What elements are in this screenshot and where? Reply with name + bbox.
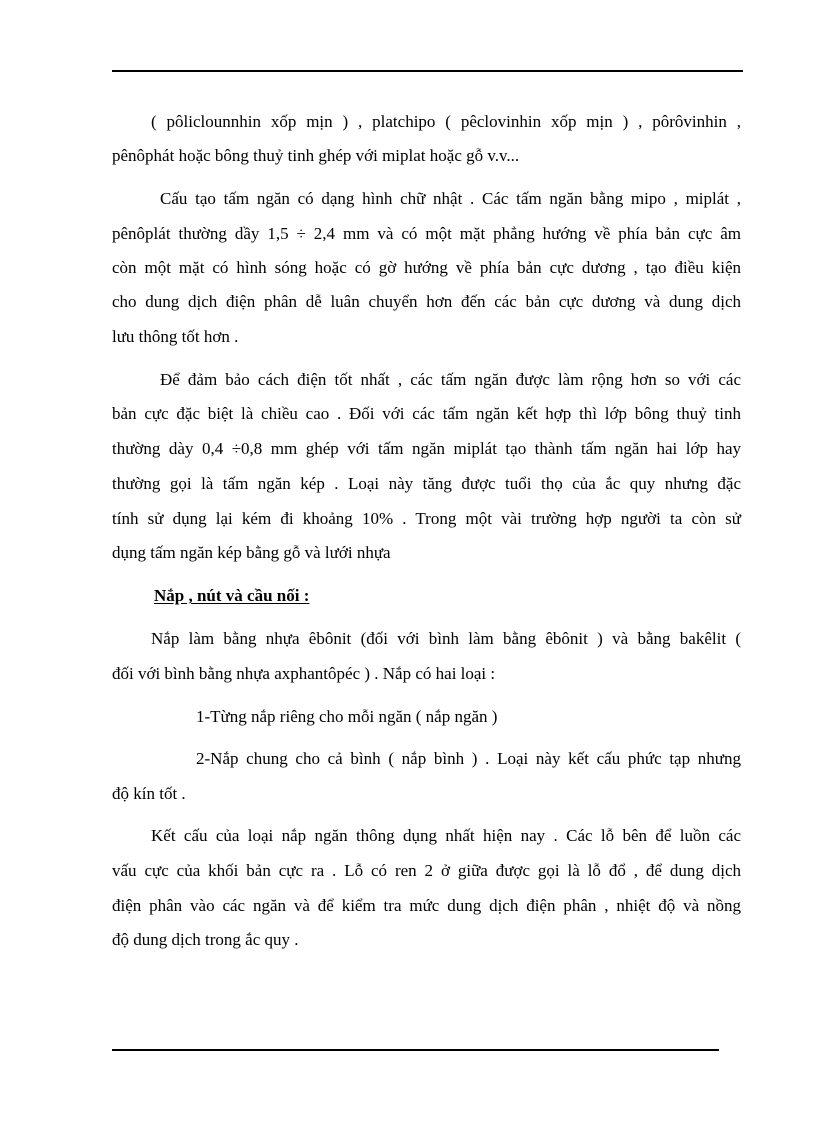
paragraph-4-line-2: đối với bình bằng nhựa axphantôpéc ) . Nắp có hai loại : xyxy=(112,664,496,683)
paragraph-1-line-2: pênôphát hoặc bông thuỷ tinh ghép với miplat hoặc gỗ v.v... xyxy=(112,146,520,165)
paragraph-2-line-3: còn một mặt có hình sóng hoặc có gờ hướng về phía bản cực dương , tạo điều kiện xyxy=(112,258,741,277)
paragraph-3-line-4: thường gọi là tấm ngăn kép . Loại này tăng được tuổi thọ của ắc quy nhưng đặc xyxy=(112,474,741,493)
paragraph-2-line-4: cho dung dịch điện phân dễ luân chuyển hơn đến các bản cực dương và dung dịch xyxy=(112,292,741,311)
footer-rule xyxy=(112,1049,719,1051)
header-rule xyxy=(112,70,743,72)
list-item-2-line-1: 2-Nắp chung cho cả bình ( nắp bình ) . Loại này kết cấu phức tạp nhưng xyxy=(196,749,741,768)
paragraph-5-line-2: vấu cực của khối bản cực ra . Lỗ có ren 2 ở giữa được gọi là lỗ đổ , để dung dịch xyxy=(112,861,741,880)
paragraph-3-line-2: bản cực đặc biệt là chiều cao . Đối với các tấm ngăn kết hợp thì lớp bông thuỷ tinh xyxy=(112,404,741,423)
paragraph-5-line-3: điện phân vào các ngăn và để kiểm tra mức dung dịch điện phân , nhiệt độ và nồng xyxy=(112,896,741,915)
paragraph-2-line-1: Cấu tạo tấm ngăn có dạng hình chữ nhật . Các tấm ngăn bằng mipo , miplát , xyxy=(160,189,741,208)
paragraph-2-line-2: pênôplát thường dầy 1,5 ÷ 2,4 mm và có một mặt phẳng hướng về phía bản cực âm xyxy=(112,224,741,243)
paragraph-4-line-1: Nắp làm bằng nhựa êbônit (đối với bình làm bằng êbônit ) và bằng bakêlit ( xyxy=(151,629,741,648)
section-heading: Nắp , nút và cầu nối : xyxy=(154,586,310,605)
list-item-2-line-2: độ kín tốt . xyxy=(112,784,186,803)
paragraph-3-line-6: dụng tấm ngăn kép bằng gỗ và lưới nhựa xyxy=(112,543,391,562)
paragraph-5-line-1: Kết cấu của loại nắp ngăn thông dụng nhất hiện nay . Các lỗ bên để luồn các xyxy=(151,826,741,845)
paragraph-5-line-4: độ dung dịch trong ắc quy . xyxy=(112,930,299,949)
paragraph-2-line-5: lưu thông tốt hơn . xyxy=(112,327,239,346)
list-item-1: 1-Từng nắp riêng cho mỗi ngăn ( nắp ngăn ) xyxy=(196,707,498,726)
paragraph-1-line-1: ( pôliclounnhin xốp mịn ) , platchipo ( pêclovinhin xốp mịn ) , pôrôvinhin , xyxy=(151,112,741,131)
paragraph-3-line-5: tính sử dụng lại kém đi khoảng 10% . Trong một vài trường hợp người ta còn sử xyxy=(112,509,741,528)
paragraph-3-line-1: Để đảm bảo cách điện tốt nhất , các tấm ngăn được làm rộng hơn so với các xyxy=(160,370,741,389)
paragraph-3-line-3: thường dày 0,4 ÷0,8 mm ghép với tấm ngăn miplát tạo thành tấm ngăn hai lớp hay xyxy=(112,439,741,458)
